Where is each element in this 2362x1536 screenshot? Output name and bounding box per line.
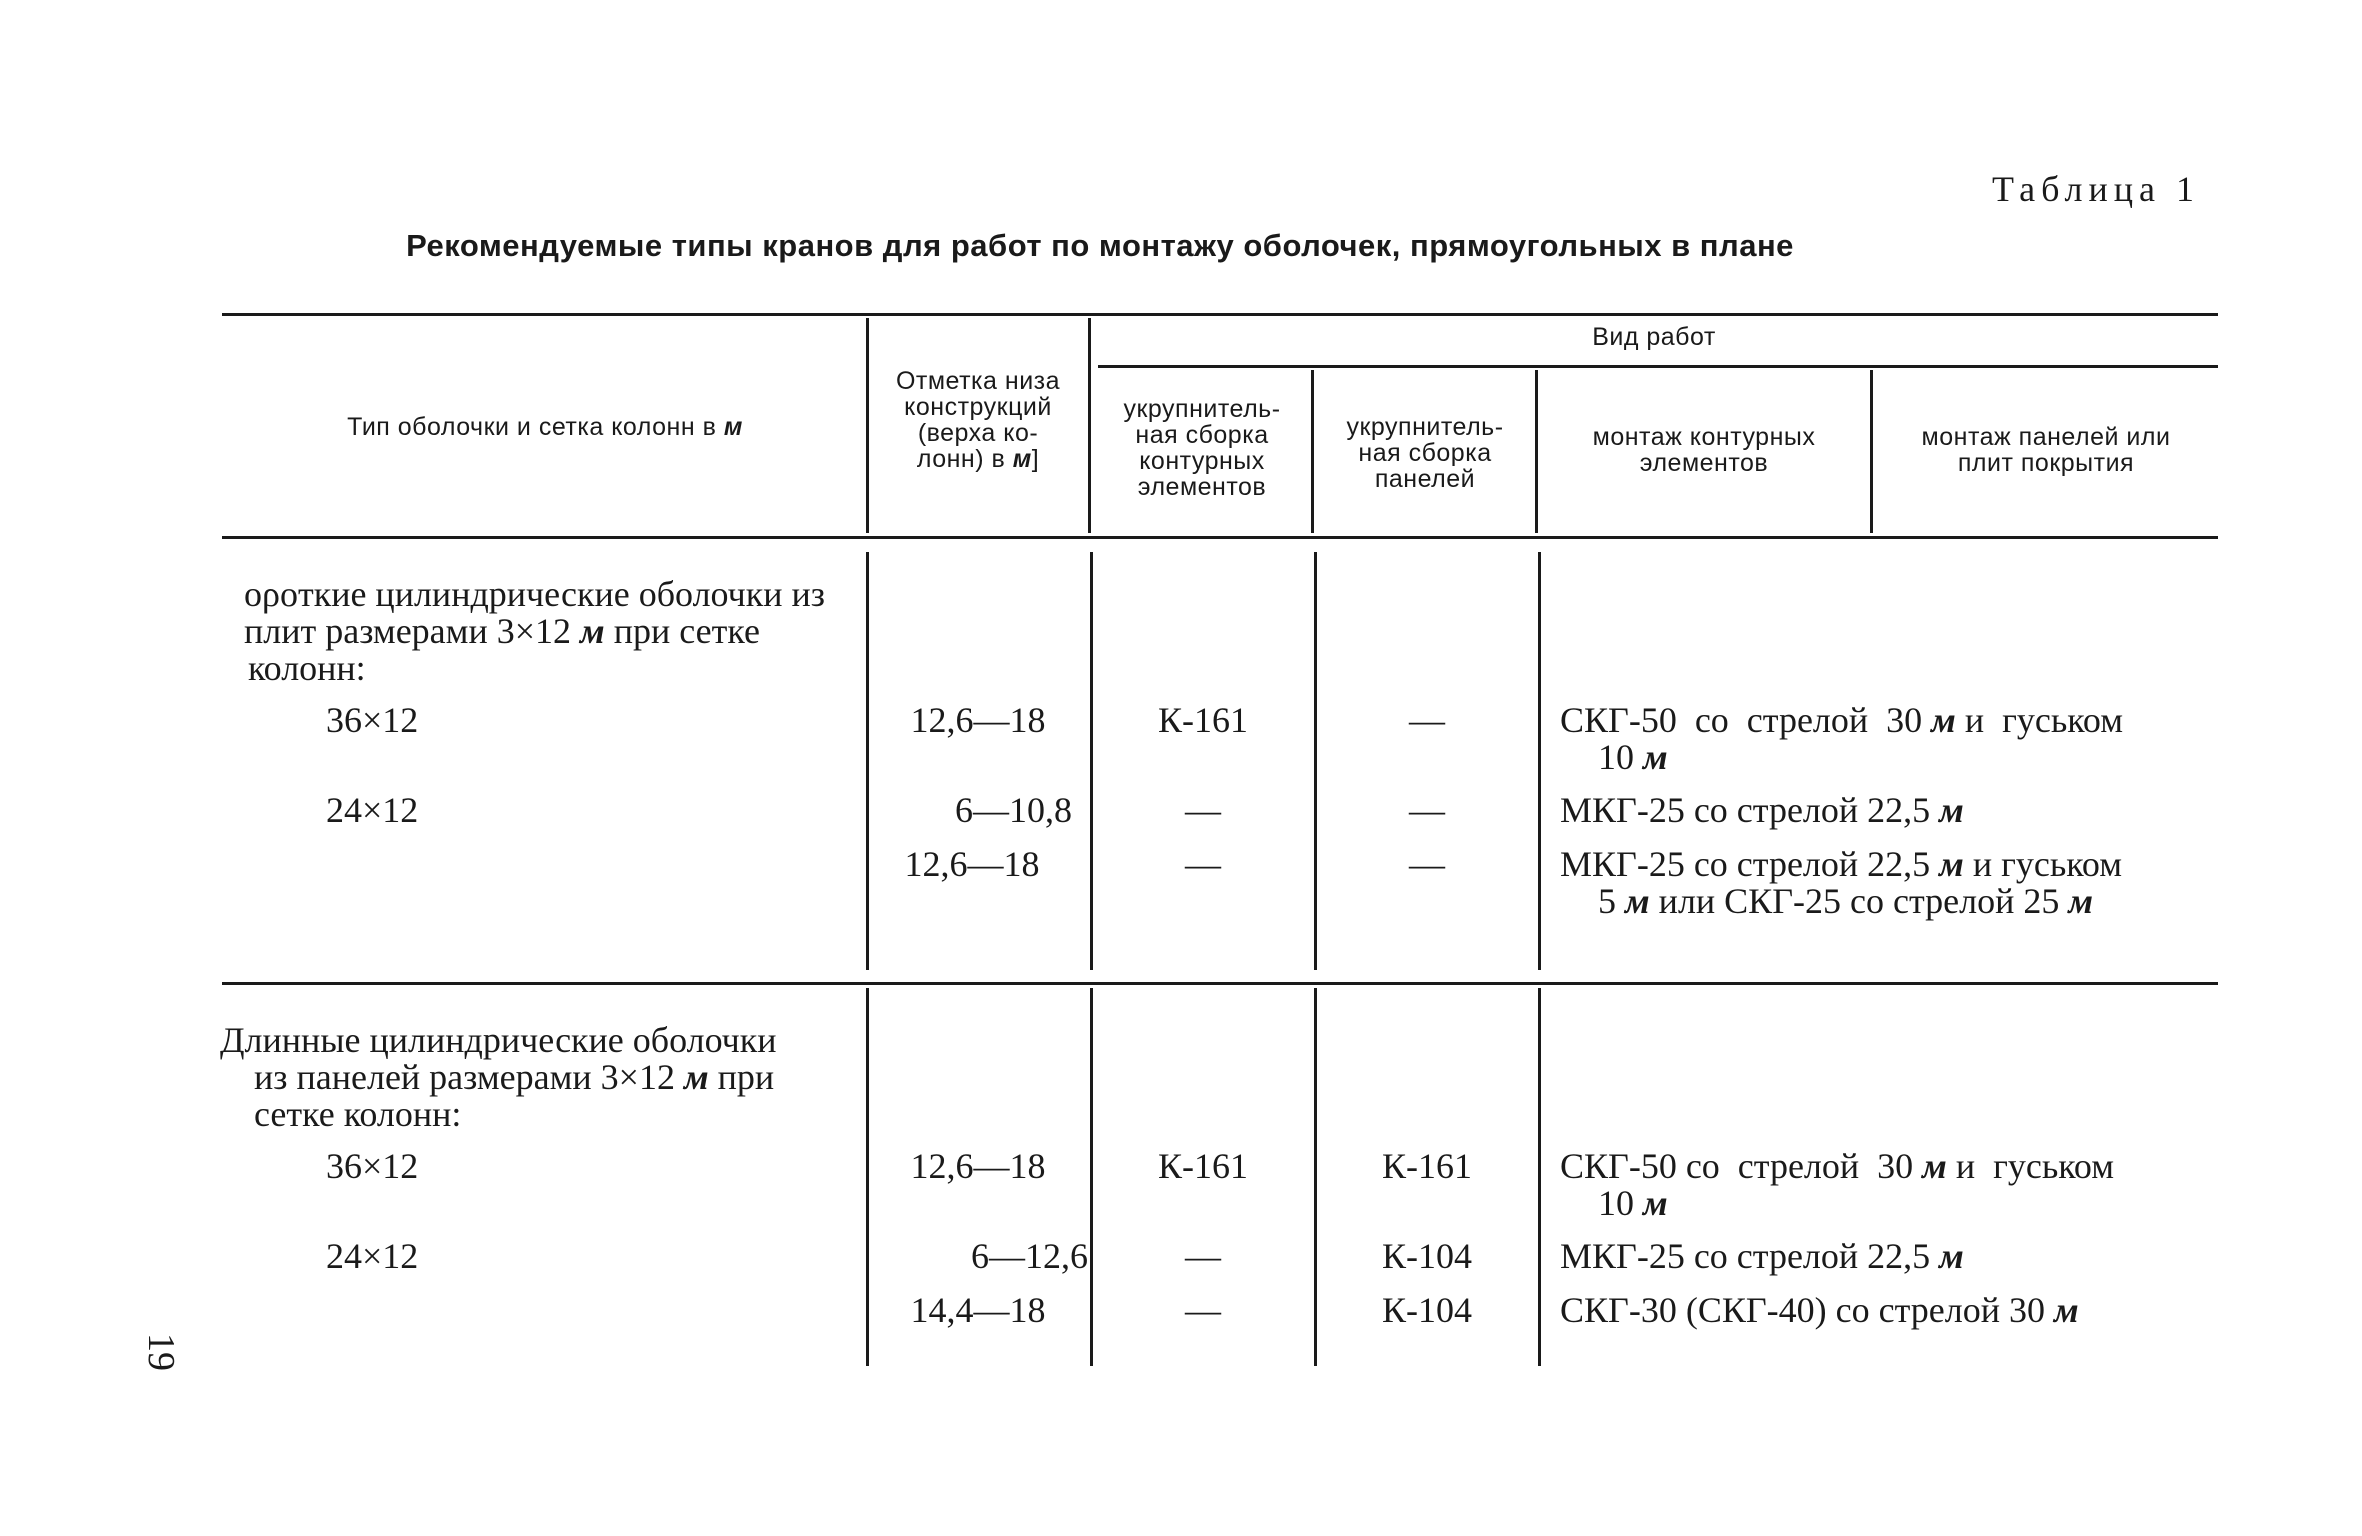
s1-row1-crane-line bbox=[1560, 702, 2220, 739]
s1-vrule-2 bbox=[1090, 552, 1093, 970]
header-col4-line: укрупнитель- bbox=[1346, 413, 1504, 441]
s2-desc-unit: м bbox=[683, 1057, 709, 1097]
s1-row2-col4: — bbox=[1409, 790, 1445, 830]
s1-desc-text: при сетке bbox=[613, 611, 760, 651]
s2-vrule-1 bbox=[866, 988, 869, 1366]
header-col2 bbox=[872, 368, 1084, 472]
s2-row2-mark: 6—12,6 bbox=[971, 1236, 1088, 1276]
header-vrule-1 bbox=[866, 318, 869, 533]
header-col5-line: элементов bbox=[1639, 449, 1769, 477]
s1-row3-mark: 12,6—18 bbox=[904, 844, 1040, 884]
crane-text: МКГ-25 со стрелой 22,5 bbox=[1560, 1236, 1931, 1276]
s1-row3-crane bbox=[1560, 846, 2220, 920]
s1-vrule-4 bbox=[1538, 552, 1541, 970]
header-col1 bbox=[240, 414, 850, 440]
crane-unit: м bbox=[1625, 881, 1650, 921]
header-col5-line: монтаж контурных bbox=[1592, 423, 1816, 451]
header-col2-line: Отметка низа bbox=[895, 367, 1061, 395]
header-col6 bbox=[1876, 424, 2216, 476]
crane-text: 10 bbox=[1598, 1183, 1634, 1223]
crane-unit: м bbox=[1939, 790, 1964, 830]
header-col2-line: конструкций bbox=[904, 393, 1052, 421]
s1-row1-col4: — bbox=[1409, 700, 1445, 740]
s1-row3-col3: — bbox=[1185, 844, 1221, 884]
s2-row2-col4: К-104 bbox=[1382, 1236, 1472, 1276]
page-number: 19 bbox=[140, 1333, 182, 1371]
header-col2-bracket: ] bbox=[1031, 445, 1040, 473]
s2-row3-col4: К-104 bbox=[1382, 1290, 1472, 1330]
header-col3 bbox=[1094, 396, 1310, 500]
s1-row2-grid: 24×12 bbox=[326, 790, 419, 830]
s2-desc-line: Длинные цилиндрические оболочки bbox=[220, 1020, 777, 1060]
crane-unit: м bbox=[1643, 1183, 1668, 1223]
crane-unit: м bbox=[1939, 844, 1964, 884]
crane-text: и гуськом bbox=[1955, 1146, 2115, 1186]
s1-row3-crane-line bbox=[1560, 883, 2220, 920]
s2-row2-grid: 24×12 bbox=[326, 1236, 419, 1276]
s2-desc-text: из панелей размерами 3×12 bbox=[254, 1057, 675, 1097]
header-col2-unit: м bbox=[1012, 445, 1032, 473]
s2-row1-col4: К-161 bbox=[1382, 1146, 1472, 1186]
header-col1-label: Тип оболочки и сетка колонн в bbox=[347, 413, 717, 441]
s1-desc-text: плит размерами 3×12 bbox=[244, 611, 572, 651]
header-col2-line: (верха ко- bbox=[917, 419, 1039, 447]
header-col6-line: монтаж панелей или bbox=[1921, 423, 2171, 451]
crane-text: и гуськом bbox=[1964, 700, 2124, 740]
crane-unit: м bbox=[1931, 700, 1956, 740]
crane-text: 5 bbox=[1598, 881, 1616, 921]
s2-desc-line bbox=[220, 1059, 848, 1096]
section-divider-rule bbox=[222, 982, 2218, 985]
crane-text: 10 bbox=[1598, 737, 1634, 777]
s2-row1-crane-line bbox=[1560, 1185, 2220, 1222]
header-col3-line: укрупнитель- bbox=[1123, 395, 1281, 423]
header-col4-line: панелей bbox=[1374, 465, 1476, 493]
s1-row1-crane-line bbox=[1560, 739, 2220, 776]
s2-row1-grid: 36×12 bbox=[326, 1146, 419, 1186]
header-col3-line: контурных bbox=[1139, 447, 1265, 475]
s2-row1-crane bbox=[1560, 1148, 2220, 1222]
s1-row1-crane bbox=[1560, 702, 2220, 776]
s1-row3-crane-line bbox=[1560, 846, 2220, 883]
s1-row1-col3: К-161 bbox=[1158, 700, 1248, 740]
header-col3-line: элементов bbox=[1137, 473, 1267, 501]
crane-unit: м bbox=[1939, 1236, 1964, 1276]
s1-desc-line: колонн: bbox=[248, 648, 366, 688]
s1-vrule-3 bbox=[1314, 552, 1317, 970]
crane-unit: м bbox=[2068, 881, 2094, 921]
table-label: Таблица 1 bbox=[1992, 169, 2200, 209]
header-col2-line: лонн) в bbox=[916, 445, 1006, 473]
s2-row3-mark: 14,4—18 bbox=[910, 1290, 1046, 1330]
crane-unit: м bbox=[1922, 1146, 1947, 1186]
s1-vrule-1 bbox=[866, 552, 869, 970]
crane-text: и гуськом bbox=[1972, 844, 2123, 884]
header-bottom-rule bbox=[222, 536, 2218, 539]
s2-row2-col3: — bbox=[1185, 1236, 1221, 1276]
s2-vrule-2 bbox=[1090, 988, 1093, 1366]
s1-row2-crane bbox=[1560, 792, 2220, 829]
header-col1-unit: м bbox=[723, 413, 743, 441]
s1-row2-mark: 6—10,8 bbox=[955, 790, 1072, 830]
s2-row1-col3: К-161 bbox=[1158, 1146, 1248, 1186]
header-col3-line: ная сборка bbox=[1135, 421, 1269, 449]
header-vrule-2 bbox=[1088, 318, 1091, 533]
header-group-vid-rabot: Вид работ bbox=[1592, 323, 1716, 351]
s2-vrule-3 bbox=[1314, 988, 1317, 1366]
table-top-rule bbox=[222, 313, 2218, 316]
s2-row1-mark: 12,6—18 bbox=[910, 1146, 1046, 1186]
s2-row2-crane bbox=[1560, 1238, 2220, 1275]
crane-text: СКГ-50 со стрелой 30 bbox=[1560, 1146, 1914, 1186]
s1-desc-line bbox=[244, 613, 844, 650]
crane-text: СКГ-30 (СКГ-40) со стрелой 30 bbox=[1560, 1290, 2045, 1330]
header-vrule-3 bbox=[1311, 370, 1314, 533]
table-title: Рекомендуемые типы кранов для работ по монтажу оболочек, прямоугольных в плане bbox=[406, 228, 1794, 263]
s1-row1-grid: 36×12 bbox=[326, 700, 419, 740]
s1-row3-col4: — bbox=[1409, 844, 1445, 884]
group-header-rule bbox=[1098, 365, 2218, 368]
s1-description bbox=[244, 576, 864, 687]
crane-text: или СКГ-25 со стрелой 25 bbox=[1658, 881, 2060, 921]
crane-text: СКГ-50 со стрелой 30 bbox=[1560, 700, 1923, 740]
s2-row3-crane bbox=[1560, 1292, 2220, 1329]
header-col4-line: ная сборка bbox=[1358, 439, 1492, 467]
s2-row3-col3: — bbox=[1185, 1290, 1221, 1330]
crane-text: МКГ-25 со стрелой 22,5 bbox=[1560, 790, 1931, 830]
s2-desc-line: сетке колонн: bbox=[254, 1094, 462, 1134]
s2-row1-crane-line bbox=[1560, 1148, 2220, 1185]
crane-text: МКГ-25 со стрелой 22,5 bbox=[1560, 844, 1931, 884]
s1-desc-line: оροткие цилиндрические оболочки из bbox=[244, 574, 825, 614]
s2-vrule-4 bbox=[1538, 988, 1541, 1366]
s1-desc-unit: м bbox=[580, 611, 605, 651]
header-col6-line: плит покрытия bbox=[1957, 449, 2135, 477]
crane-unit: м bbox=[2053, 1290, 2079, 1330]
header-col2-line-last bbox=[872, 446, 1084, 472]
crane-unit: м bbox=[1643, 737, 1668, 777]
header-vrule-5 bbox=[1870, 370, 1873, 533]
s1-row2-col3: — bbox=[1185, 790, 1221, 830]
header-col4 bbox=[1316, 414, 1534, 492]
s1-row1-mark: 12,6—18 bbox=[910, 700, 1046, 740]
header-col5 bbox=[1540, 424, 1868, 476]
header-vrule-4 bbox=[1535, 370, 1538, 533]
s2-description bbox=[220, 1022, 850, 1133]
s2-desc-text: при bbox=[717, 1057, 775, 1097]
